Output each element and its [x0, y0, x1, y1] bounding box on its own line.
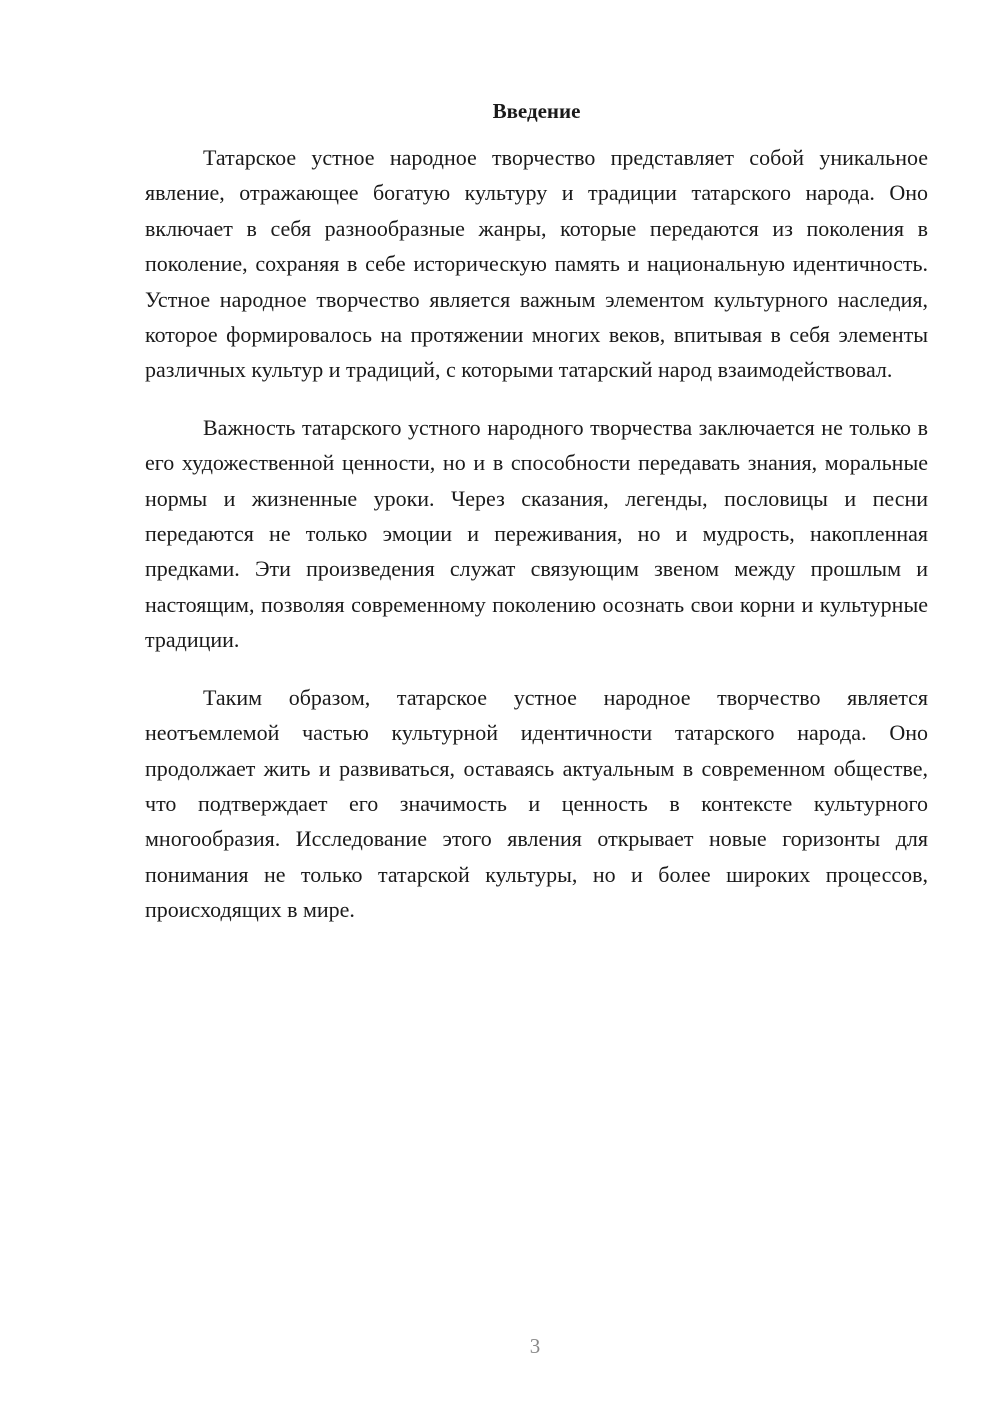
page-content — [145, 96, 928, 950]
paragraph-2: Важность татарского устного народного творчества заключается не только в его художественной ценности, но и в способности передавать знания, моральные нормы и жизненные уроки. Через сказания, легенды, пословицы и песни передаются не только эмоции и переживания, но и мудрость, накопленная предками. Эти произведения служат связующим звеном между прошлым и настоящим, позволяя современному поколению осознать свои корни и культурные традиции. — [145, 414, 928, 653]
section-heading: Введение — [492, 99, 581, 123]
page-number: 3 — [529, 1334, 541, 1358]
paragraph-1: Татарское устное народное творчество представляет собой уникальное явление, отражающее богатую культуру и традиции татарского народа. Оно включает в себя разнообразные жанры, которые передаются из поколения в поколение, сохраняя в себе историческую память и национальную идентичность. Устное народное творчество является важным элементом культурного наследия, которое формировалось на протяжении многих веков, впитывая в себя элементы различных культур и традиций, с которыми татарский народ взаимодействовал. — [145, 145, 928, 383]
paragraph-3: Таким образом, татарское устное народное творчество является неотъемлемой частью культурной идентичности татарского народа. Оно продолжает жить и развиваться, оставаясь актуальным в современном обществе, что подтверждает его значимость и ценность в контексте культурного многообразия. Исследование этого явления открывает новые горизонты для понимания не только татарской культуры, но и более широких процессов, происходящих в мире. — [145, 684, 928, 923]
